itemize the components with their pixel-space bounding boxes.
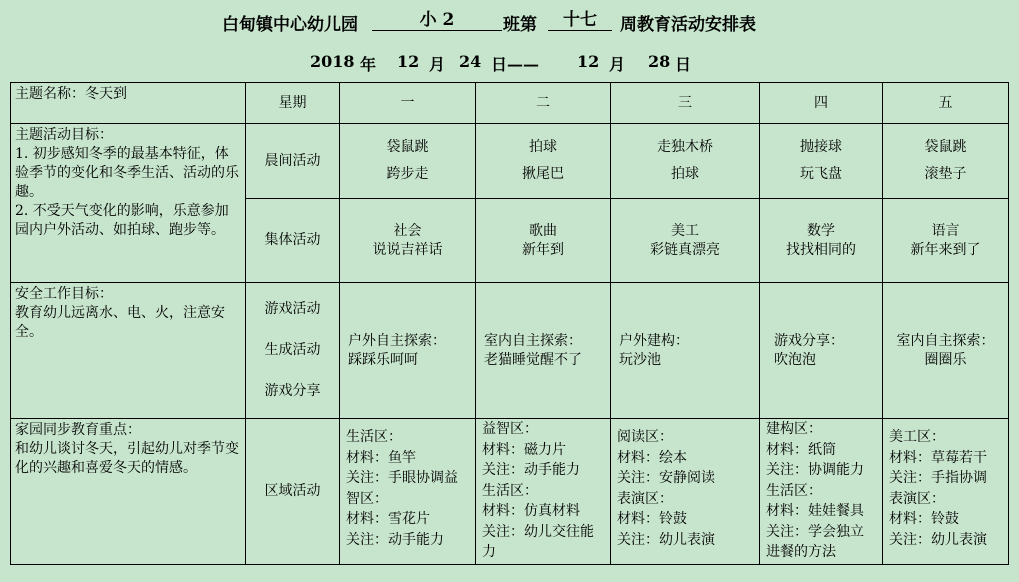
game-mon: 户外自主探索： 踩踩乐呵呵 [340,283,476,419]
day-mon: 一 [340,83,476,124]
area-thu: 建构区： 材料：纸筒 关注：协调能力 生活区： 材料：娃娃餐具 关注：学会独立 进餐的方法 [760,419,883,565]
group-label: 集体活动 [246,199,340,283]
date-start-month: 12 [397,52,420,71]
morning-label: 晨间活动 [246,124,340,199]
home-text: 和幼儿谈讨冬天，引起幼儿对季节变化的兴趣和喜爱冬天的情感。 [15,441,239,476]
area-label: 区域活动 [246,419,340,565]
date-end-day-label: 日 [675,55,692,74]
date-start-day: 24 [459,52,482,71]
morning-thu: 抛接球 玩飞盘 [760,124,883,199]
page-title [0,10,1019,34]
date-year: 2018 [310,52,355,71]
game-fri: 室内自主探索： 圈圈乐 [883,283,1009,419]
theme-name: 主题名称：冬天到 [11,83,246,124]
home-school-focus [11,419,246,565]
area-mon: 生活区： 材料：鱼竿 关注：手眼协调益 智区： 材料：雪花片 关注：动手能力 [340,419,476,565]
generated-label: 生成活动 [264,342,321,358]
game-tue: 室内自主探索： 老猫睡觉醒不了 [476,283,611,419]
goals-item-2: 2. 不受天气变化的影响，乐意参加园内户外活动、如拍球、跑步等。 [15,203,229,238]
date-end-month-label: 月 [609,55,626,74]
class-label: 班第 [503,15,537,35]
morning-row [11,124,1009,199]
date-year-label: 年 [360,55,377,74]
morning-fri: 袋鼠跳 滚垫子 [883,124,1009,199]
home-title: 家园同步教育重点： [15,422,141,438]
group-fri: 语言 新年来到了 [883,199,1009,283]
safety-text: 教育幼儿远离水、电、火，注意安全。 [15,305,225,340]
school-name: 白甸镇中心幼儿园 [222,15,358,35]
safety-title: 安全工作目标： [15,286,113,302]
area-wed: 阅读区： 材料：绘本 关注：安静阅读 表演区： 材料：铃鼓 关注：幼儿表演 [611,419,760,565]
goals-title: 主题活动目标： [15,127,113,143]
goals-item-1: 1. 初步感知冬季的最基本特征，体验季节的变化和冬季生活、活动的乐趣。 [15,146,239,200]
date-end-day: 28 [648,52,671,71]
area-tue: 益智区： 材料：磁力片 关注：动手能力 生活区： 材料：仿真材料 关注：幼儿交往能 力 [476,419,611,565]
week-label: 周教育活动安排表 [620,15,756,35]
class-value: 小 2 [372,10,502,31]
date-end-month: 12 [577,52,600,71]
game-labels [246,283,340,419]
header-row [11,83,1009,124]
game-row [11,283,1009,419]
morning-tue: 拍球 揪尾巴 [476,124,611,199]
date-month-label: 月 [429,55,446,74]
day-tue: 二 [476,83,611,124]
group-wed: 美工 彩链真漂亮 [611,199,760,283]
area-row [11,419,1009,565]
share-label: 游戏分享 [264,383,321,399]
game-wed: 户外建构： 玩沙池 [611,283,760,419]
schedule-table [10,82,1009,565]
game-label: 游戏活动 [264,301,321,317]
morning-mon: 袋鼠跳 跨步走 [340,124,476,199]
group-mon: 社会 说说吉祥话 [340,199,476,283]
group-thu: 数学 找找相同的 [760,199,883,283]
day-fri: 五 [883,83,1009,124]
weekday-header: 星期 [246,83,340,124]
area-fri: 美工区： 材料：草莓若干 关注：手指协调 表演区： 材料：铃鼓 关注：幼儿表演 [883,419,1009,565]
date-day-label: 日—— [491,55,540,74]
group-tue: 歌曲 新年到 [476,199,611,283]
morning-wed: 走独木桥 拍球 [611,124,760,199]
day-thu: 四 [760,83,883,124]
week-value: 十七 [548,10,612,31]
day-wed: 三 [611,83,760,124]
safety-goals [11,283,246,419]
theme-goals [11,124,246,283]
game-thu: 游戏分享： 吹泡泡 [760,283,883,419]
